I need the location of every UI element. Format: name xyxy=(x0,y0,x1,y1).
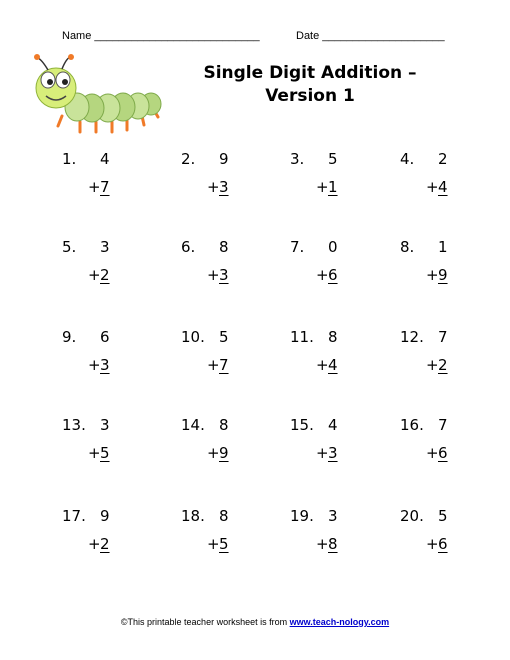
problem-top-addend: 4 xyxy=(100,150,110,168)
problem-top-addend: 5 xyxy=(438,507,448,525)
problem-number: 7. xyxy=(290,238,305,256)
problem-number: 17. xyxy=(62,507,86,525)
problem-number: 11. xyxy=(290,328,314,346)
problem-top-addend: 5 xyxy=(328,150,338,168)
problem-number: 8. xyxy=(400,238,415,256)
problem-bottom-addend: 6 xyxy=(438,444,448,462)
problem-number: 19. xyxy=(290,507,314,525)
plus-sign: + xyxy=(88,178,101,196)
problem-top-addend: 2 xyxy=(438,150,448,168)
problem-number: 9. xyxy=(62,328,77,346)
problem-11 xyxy=(290,328,390,388)
problem-top-addend: 3 xyxy=(100,238,110,256)
plus-sign: + xyxy=(426,444,439,462)
plus-sign: + xyxy=(426,535,439,553)
title-line-2: Version 1 xyxy=(265,86,355,106)
plus-sign: + xyxy=(426,356,439,374)
problem-9 xyxy=(62,328,162,388)
problem-bottom-addend: 3 xyxy=(219,178,229,196)
problem-16 xyxy=(400,416,500,476)
problem-number: 13. xyxy=(62,416,86,434)
problem-bottom-addend: 4 xyxy=(438,178,448,196)
plus-sign: + xyxy=(316,178,329,196)
problem-top-addend: 9 xyxy=(100,507,110,525)
plus-sign: + xyxy=(207,178,220,196)
problem-top-addend: 5 xyxy=(219,328,229,346)
problem-20 xyxy=(400,507,500,567)
problem-10 xyxy=(181,328,281,388)
problem-number: 15. xyxy=(290,416,314,434)
problem-13 xyxy=(62,416,162,476)
problem-bottom-addend: 2 xyxy=(100,535,110,553)
problem-top-addend: 8 xyxy=(328,328,338,346)
problem-bottom-addend: 7 xyxy=(100,178,110,196)
problem-bottom-addend: 9 xyxy=(219,444,229,462)
problem-3 xyxy=(290,150,390,210)
problem-top-addend: 9 xyxy=(219,150,229,168)
problem-19 xyxy=(290,507,390,567)
plus-sign: + xyxy=(316,356,329,374)
problem-top-addend: 3 xyxy=(328,507,338,525)
plus-sign: + xyxy=(316,535,329,553)
problem-bottom-addend: 2 xyxy=(100,266,110,284)
problem-bottom-addend: 6 xyxy=(438,535,448,553)
problem-top-addend: 1 xyxy=(438,238,448,256)
footer xyxy=(0,617,510,627)
problem-number: 18. xyxy=(181,507,205,525)
problem-2 xyxy=(181,150,281,210)
problem-7 xyxy=(290,238,390,298)
plus-sign: + xyxy=(207,356,220,374)
problem-top-addend: 7 xyxy=(438,328,448,346)
problem-bottom-addend: 3 xyxy=(328,444,338,462)
caterpillar-icon xyxy=(26,52,162,134)
problem-top-addend: 8 xyxy=(219,238,229,256)
title-line-1: Single Digit Addition – xyxy=(203,63,417,83)
problem-number: 6. xyxy=(181,238,196,256)
problem-top-addend: 3 xyxy=(100,416,110,434)
problem-6 xyxy=(181,238,281,298)
plus-sign: + xyxy=(316,266,329,284)
problem-top-addend: 0 xyxy=(328,238,338,256)
problem-5 xyxy=(62,238,162,298)
problem-bottom-addend: 1 xyxy=(328,178,338,196)
problem-bottom-addend: 5 xyxy=(100,444,110,462)
plus-sign: + xyxy=(88,356,101,374)
problem-number: 16. xyxy=(400,416,424,434)
problem-bottom-addend: 7 xyxy=(219,356,229,374)
plus-sign: + xyxy=(207,266,220,284)
plus-sign: + xyxy=(88,444,101,462)
problem-17 xyxy=(62,507,162,567)
worksheet-title xyxy=(165,62,455,108)
problem-number: 10. xyxy=(181,328,205,346)
problem-top-addend: 8 xyxy=(219,416,229,434)
problem-top-addend: 4 xyxy=(328,416,338,434)
plus-sign: + xyxy=(316,444,329,462)
plus-sign: + xyxy=(207,444,220,462)
problem-number: 5. xyxy=(62,238,77,256)
problem-bottom-addend: 8 xyxy=(328,535,338,553)
plus-sign: + xyxy=(88,266,101,284)
plus-sign: + xyxy=(207,535,220,553)
problem-number: 3. xyxy=(290,150,305,168)
problem-4 xyxy=(400,150,500,210)
problem-number: 4. xyxy=(400,150,415,168)
footer-link[interactable]: www.teach-nology.com xyxy=(289,617,390,627)
problem-number: 12. xyxy=(400,328,424,346)
problem-number: 20. xyxy=(400,507,424,525)
problem-top-addend: 8 xyxy=(219,507,229,525)
problem-number: 2. xyxy=(181,150,196,168)
name-field-line: Name ___________________________ xyxy=(62,30,260,42)
problem-18 xyxy=(181,507,281,567)
problem-1 xyxy=(62,150,162,210)
problem-bottom-addend: 3 xyxy=(100,356,110,374)
problem-number: 14. xyxy=(181,416,205,434)
date-field-line: Date ____________________ xyxy=(296,30,445,42)
footer-text: ©This printable teacher worksheet is from xyxy=(120,617,290,627)
problem-bottom-addend: 6 xyxy=(328,266,338,284)
plus-sign: + xyxy=(426,266,439,284)
problem-bottom-addend: 5 xyxy=(219,535,229,553)
problem-top-addend: 6 xyxy=(100,328,110,346)
problem-12 xyxy=(400,328,500,388)
problem-14 xyxy=(181,416,281,476)
problem-15 xyxy=(290,416,390,476)
problem-bottom-addend: 2 xyxy=(438,356,448,374)
problem-number: 1. xyxy=(62,150,77,168)
plus-sign: + xyxy=(426,178,439,196)
plus-sign: + xyxy=(88,535,101,553)
problem-top-addend: 7 xyxy=(438,416,448,434)
problem-bottom-addend: 9 xyxy=(438,266,448,284)
problem-bottom-addend: 3 xyxy=(219,266,229,284)
problem-8 xyxy=(400,238,500,298)
problem-bottom-addend: 4 xyxy=(328,356,338,374)
